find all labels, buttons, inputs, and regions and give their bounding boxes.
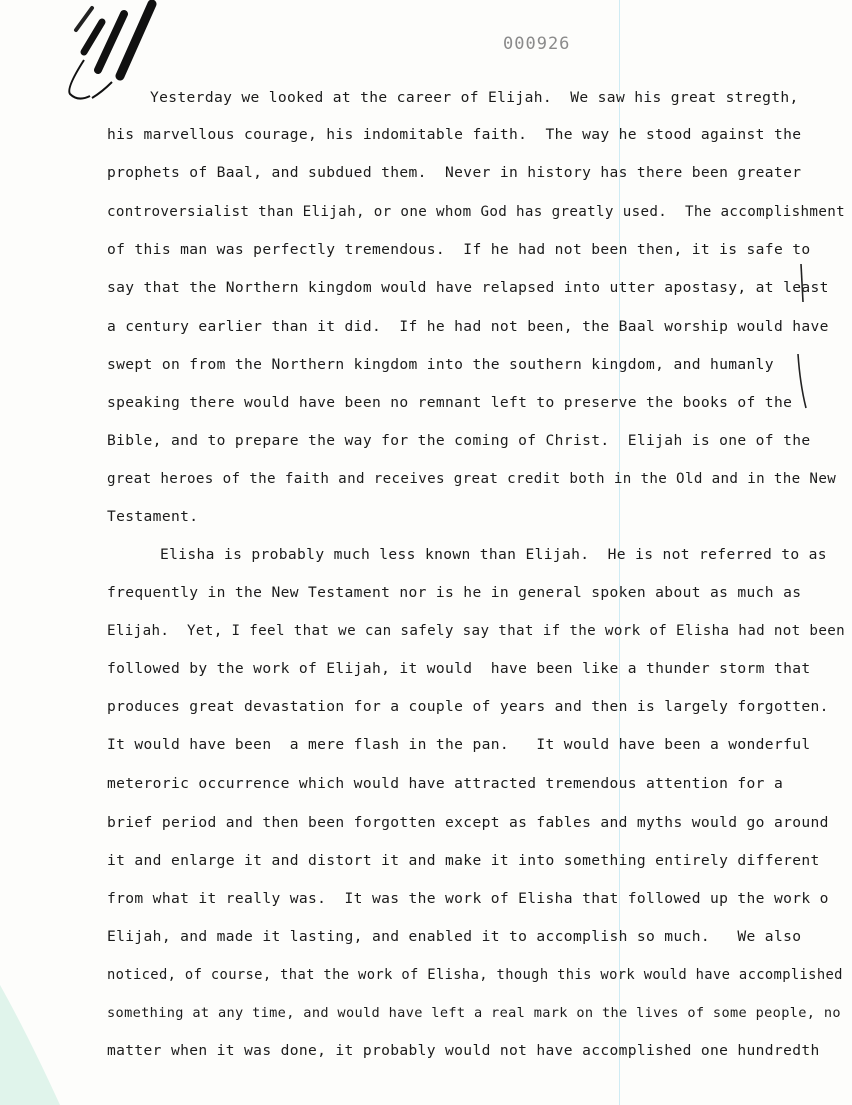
text-line: brief period and then been forgotten except as fables and myths would go around	[107, 814, 829, 831]
text-line: say that the Northern kingdom would have relapsed into utter apostasy, at least	[107, 279, 829, 296]
text-line: noticed, of course, that the work of Elisha, though this work would have accomplished	[107, 967, 843, 983]
text-line: It would have been a mere flash in the pan. It would have been a wonderful	[107, 736, 811, 753]
text-line: Elijah, and made it lasting, and enabled it to accomplish so much. We also	[107, 928, 802, 945]
text-line: frequently in the New Testament nor is he in general spoken about as much as	[107, 584, 802, 601]
page-number: 000926	[503, 34, 571, 54]
text-line: great heroes of the faith and receives great credit both in the Old and in the New	[107, 471, 837, 487]
text-line: controversialist than Elijah, or one whom God has greatly used. The accomplishment	[107, 204, 846, 220]
text-line: swept on from the Northern kingdom into the southern kingdom, and humanly	[107, 356, 774, 373]
text-line: Testament.	[107, 508, 199, 525]
text-line: speaking there would have been no remnant left to preserve the books of the	[107, 394, 793, 411]
text-line: something at any time, and would have left a real mark on the lives of some people, no	[107, 1005, 841, 1021]
text-line: Elijah. Yet, I feel that we can safely say that if the work of Elisha had not been	[107, 623, 846, 639]
text-line: from what it really was. It was the work of Elisha that followed up the work o	[107, 890, 829, 907]
text-line: Elisha is probably much less known than Elijah. He is not referred to as	[160, 546, 827, 563]
text-line: of this man was perfectly tremendous. If he had not been then, it is safe to	[107, 241, 811, 258]
text-line: meteroric occurrence which would have attracted tremendous attention for a	[107, 775, 784, 792]
text-line: prophets of Baal, and subdued them. Never in history has there been greater	[107, 164, 802, 181]
text-line: a century earlier than it did. If he had not been, the Baal worship would have	[107, 318, 829, 335]
text-line: Bible, and to prepare the way for the coming of Christ. Elijah is one of the	[107, 432, 811, 449]
text-line: it and enlarge it and distort it and make it into something entirely different	[107, 852, 820, 869]
text-line: matter when it was done, it probably would not have accomplished one hundredth	[107, 1042, 820, 1059]
text-line: his marvellous courage, his indomitable faith. The way he stood against the	[107, 126, 802, 143]
text-line: followed by the work of Elijah, it would have been like a thunder storm that	[107, 660, 811, 677]
text-line: produces great devastation for a couple of years and then is largely forgotten.	[107, 698, 829, 715]
paper-edge-smudge	[0, 985, 80, 1105]
text-line: Yesterday we looked at the career of Elijah. We saw his great stregth,	[150, 89, 799, 106]
